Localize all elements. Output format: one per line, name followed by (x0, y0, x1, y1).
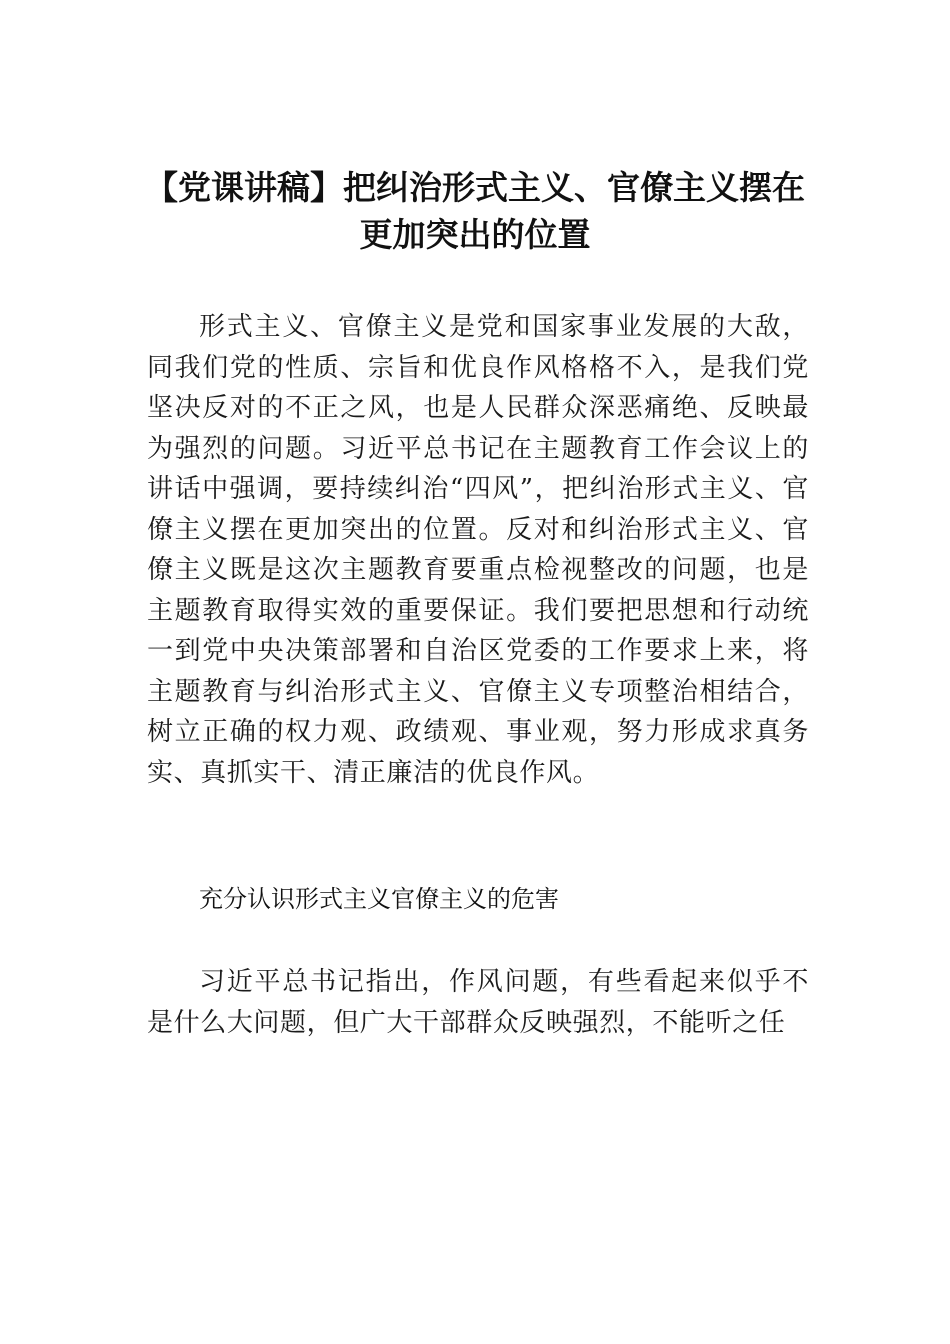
document-title: 【党课讲稿】把纠治形式主义、官僚主义摆在更加突出的位置 (145, 168, 805, 254)
section-paragraph: 习近平总书记指出，作风问题，有些看起来似乎不是什么大问题，但广大干部群众反映强烈，不能听之任 (147, 967, 809, 1038)
intro-paragraph: 形式主义、官僚主义是党和国家事业发展的大敌，同我们党的性质、宗旨和优良作风格格不入，是我们党坚决反对的不正之风，也是人民群众深恶痛绝、反映最为强烈的问题。习近平总书记在主题教育工作会议上的讲话中强调，要持续纠治“四风”，把纠治形式主义、官僚主义摆在更加突出的位置。反对和纠治形式主义、官僚主义既是这次主题教育要重点检视整改的问题，也是主题教育取得实效的重要保证。我们要把思想和行动统一到党中央决策部署和自治区党委的工作要求上来，将主题教育与纠治形式主义、官僚主义专项整治相结合，树立正确的权力观、政绩观、事业观，努力形成求真务实、真抓实干、清正廉洁的优良作风。 (147, 312, 809, 788)
section-heading: 充分认识形式主义官僚主义的危害 (199, 885, 559, 913)
